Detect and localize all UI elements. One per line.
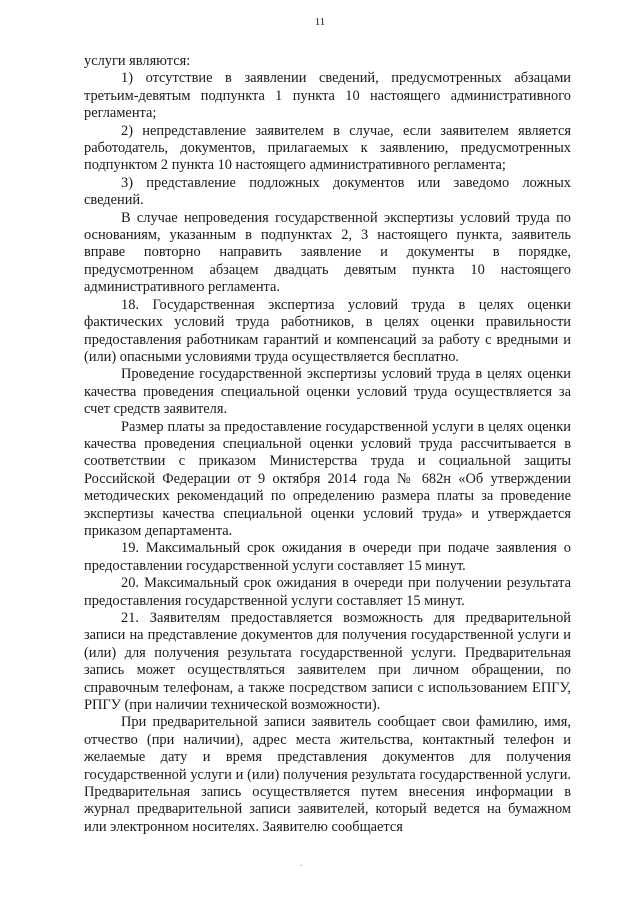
paragraph-item-2: 2) непредставление заявителем в случае, если заявителем является работодатель, документов, прилагаемых к заявлению, предусмотренных подпунктом 2 пункта 10 настоящего административного регламента;: [84, 122, 571, 174]
paragraph-preregistration: При предварительной записи заявитель сообщает свои фамилию, имя, отчество (при наличии), адрес места жительства, контактный телефон и желаемые дату и время представления документов для получения государственной услуги и (или) получения результата государственной услуги. Предварительная запись осуществляется путем внесения информации в журнал предварительной записи заявителей, который ведется на бумажном или электронном носителях. Заявителю сообщается: [84, 714, 571, 835]
paragraph-clause-21: 21. Заявителям предоставляется возможность для предварительной записи на представление документов для получения государственной услуги и (или) для получения результата государственной услуги. Предварительная запись может осуществляться заявителем при личном обращении, по справочным телефонам, а также посредством записи с использованием ЕПГУ, РПГУ (при наличии технической возможности).: [84, 610, 571, 714]
paragraph-clause-18: 18. Государственная экспертиза условий труда в целях оценки фактических условий труда работников, в целях оценки правильности предоставления работникам гарантий и компенсаций за работу с вредными и (или) опасными условиями труда осуществляется бесплатно.: [84, 296, 571, 365]
paragraph-non-examination: В случае непроведения государственной экспертизы условий труда по основаниям, указанным в подпунктах 2, 3 настоящего пункта, заявитель вправе повторно направить заявление и документы в порядке, предусмотренном абзацем двадцать девятым пункта 10 настоящего административного регламента.: [84, 209, 571, 296]
paragraph-item-1: 1) отсутствие в заявлении сведений, предусмотренных абзацами третьим-девятым подпункта 1 пункта 10 настоящего административного регламента;: [84, 70, 571, 122]
paragraph-clause-20: 20. Максимальный срок ожидания в очереди при получении результата предоставления государственной услуги составляет 15 минут.: [84, 575, 571, 609]
paragraph-examination-cost: Проведение государственной экспертизы условий труда в целях оценки качества проведения специальной оценки условий труда осуществляется за счет средств заявителя.: [84, 366, 571, 418]
paragraph-fee-amount: Размер платы за предоставление государственной услуги в целях оценки качества проведения специальной оценки условий труда рассчитывается в соответствии с приказом Министерства труда и социальной защиты Российской Федерации от 9 октября 2014 года № 682н «Об утверждении методических рекомендаций по определению размера платы за проведение экспертизы качества специальной оценки условий труда» и утверждается приказом департамента.: [84, 418, 571, 539]
document-body: [84, 53, 571, 836]
page-number: 11: [314, 16, 326, 28]
paragraph-item-3: 3) представление подложных документов или заведомо ложных сведений.: [84, 174, 571, 209]
paragraph-continuation: услуги являются:: [84, 53, 191, 69]
scan-mark: .: [300, 858, 303, 869]
paragraph-clause-19: 19. Максимальный срок ожидания в очереди при подаче заявления о предоставлении государственной услуги составляет 15 минут.: [84, 540, 571, 574]
